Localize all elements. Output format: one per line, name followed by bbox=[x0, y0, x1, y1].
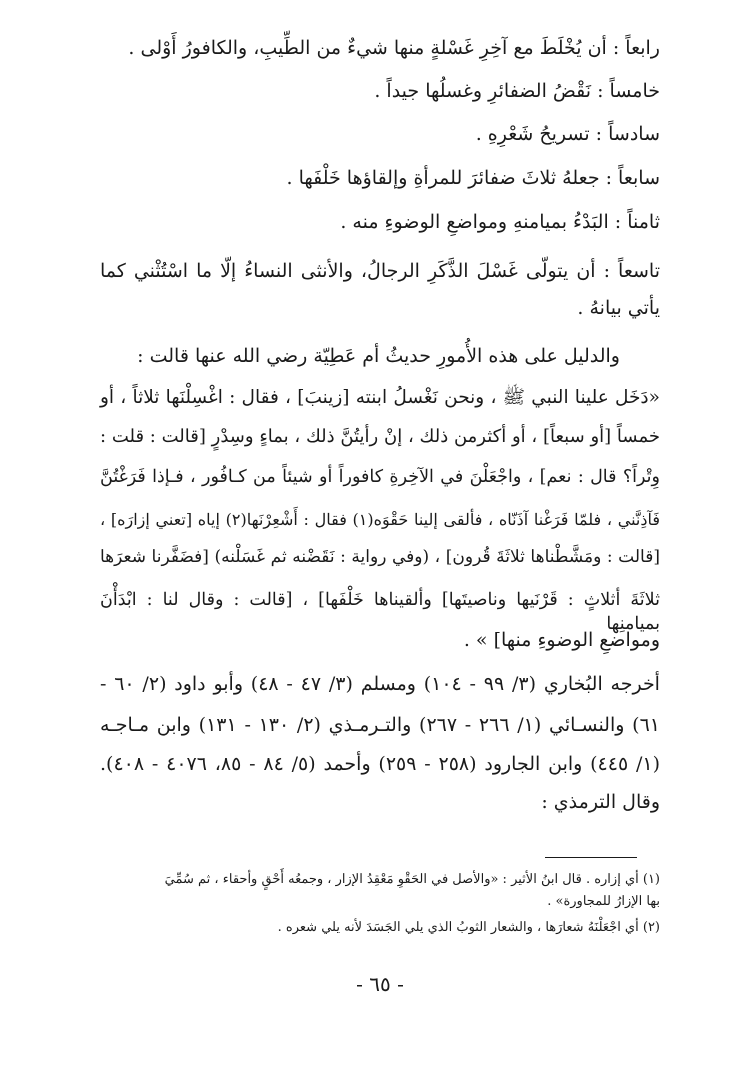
hadith-intro: والدليل على هذه الأُمورِ حديثُ أم عَطِيّة رضي الله عنها قالت : bbox=[137, 345, 620, 367]
takhrij-line-3: (١/ ٤٤٥) وابن الجارود (٢٥٨ - ٢٥٩) وأحمد (٥/ ٨٤ - ٨٥، ٤٠٧٦ - ٤٠٨). bbox=[100, 753, 661, 775]
takhrij-line-4: وقال الترمذي : bbox=[541, 791, 660, 813]
footnote-2: (٢) أي اجْعَلْنَهُ شعارَها ، والشعار الثوبُ الذي يلي الجَسَدَ لأنه يلي شعره . bbox=[277, 920, 660, 935]
hadith-line-5: [قالت : ومَشَّطْناها ثلاثَةَ قُرون] ، (وفي رواية : نَقَضْنه ثم غَسَلْنه) [فضَفَّرنا شعرَها bbox=[100, 547, 660, 567]
hadith-line-4: فَآذِنَّني ، فلمّا فَرَغْنا آذَنّاه ، فألقى إلينا حَقْوَه(١) فقال : أَشْعِرْنَها(٢) إياه [تعني إزارَه] ، bbox=[100, 510, 660, 529]
footnote-1: (١) أي إزاره . قال ابنُ الأثير : «والأصل في الحَقْوِ مَعْقِدُ الإزار ، وجمعُه أَحْقٍ وأحقاء ، ثم سُمِّيَ bbox=[164, 872, 660, 887]
text-line-khamis: خامساً : نَقْضُ الضفائرِ وغسلُها جيداً . bbox=[374, 80, 660, 102]
hadith-line-1: «دَخَل علينا النبي ﷺ ، ونحن نَغْسلُ ابنته [زينبَ] ، فقال : اغْسِلْنَها ثلاثاً ، أو bbox=[100, 387, 660, 408]
text-line-sadis: سادساً : تسريحُ شَعْرِهِ . bbox=[475, 123, 660, 145]
text-line-rabi: رابعاً : أن يُخْلَطَ مع آخِرِ غَسْلةٍ منها شيءٌ من الطِّيبِ، والكافورُ أَوْلى . bbox=[128, 37, 660, 59]
text-line-tasi: تاسعاً : أن يتولّى غَسْلَ الذَّكَرِ الرجالُ، والأنثى النساءُ إلّا ما اسْتُثْني كما bbox=[100, 260, 660, 282]
text-line-thamin: ثامناً : البَدْءُ بميامنهِ ومواضعِ الوضوءِ منه . bbox=[340, 211, 660, 233]
takhrij-line-1: أخرجه البُخاري (٣/ ٩٩ - ١٠٤) ومسلم (٣/ ٤٧ - ٤٨) وأبو داود (٢/ ٦٠ - bbox=[100, 673, 660, 695]
hadith-line-3: وِتْراً؟ قال : نعم] ، واجْعَلْنَ في الآخِرةِ كافوراً أو شيئاً من كـافُور ، فـإذا فَرَغْتُنَّ bbox=[100, 467, 660, 487]
hadith-line-7: ومواضعِ الوضوءِ منها] » . bbox=[463, 629, 660, 651]
footnote-divider bbox=[545, 857, 637, 858]
takhrij-line-2: ٦١) والنسـائي (١/ ٢٦٦ - ٢٦٧) والتـرمـذي (٢/ ١٣٠ - ١٣١) وابن مـاجـه bbox=[100, 714, 660, 736]
page-number: - ٦٥ - bbox=[356, 972, 404, 996]
text-line-tasi-cont: يأتي بيانهُ . bbox=[577, 297, 660, 319]
text-line-sabi: سابعاً : جعلهُ ثلاثَ ضفائرَ للمرأةِ وإلقاؤها خَلْفَها . bbox=[286, 167, 660, 189]
hadith-line-6: ثلاثَةَ أثلاثٍ : قَرْنَيها وناصيتَها] وألقيناها خَلْفَها] ، [قالت : وقال لنا : ابْدَأْنَ بميامنِها bbox=[100, 590, 660, 634]
footnote-1-cont: بها الإزارُ للمجاورة» . bbox=[547, 894, 660, 909]
hadith-line-2: خمساً [أو سبعاً] ، أو أكثرمن ذلك ، إنْ رأيتُنَّ ذلك ، بماءٍ وسِدْرٍ [قالت : قلت : bbox=[100, 426, 660, 447]
